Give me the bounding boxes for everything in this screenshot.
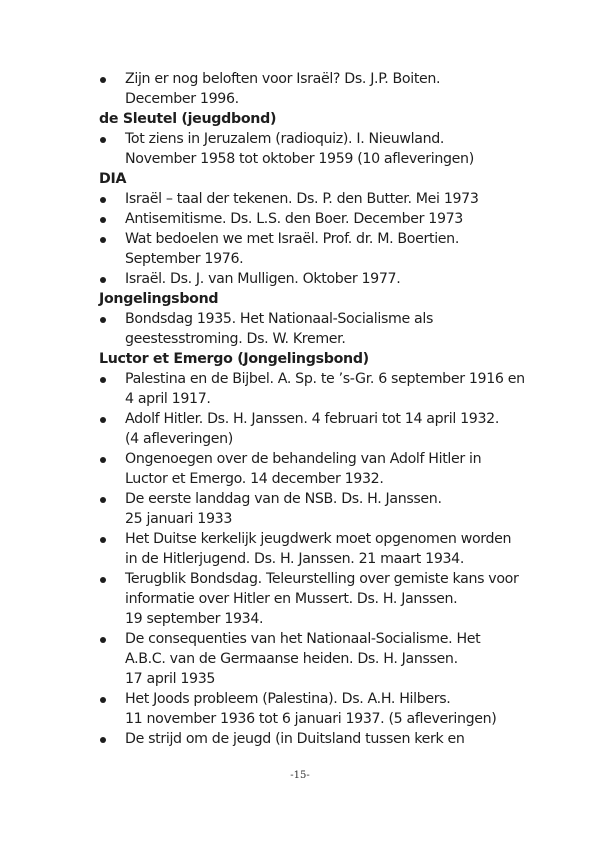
list-item-text: Het Joods probleem (Palestina). Ds. A.H. Hilbers. xyxy=(125,691,451,707)
list-item-text: Palestina en de Bijbel. A. Sp. te ’s-Gr. 6 september 1916 en xyxy=(125,371,525,387)
section-heading: de Sleutel (jeugdbond) xyxy=(99,111,277,127)
list-item-text: Israël. Ds. J. van Mulligen. Oktober 1977. xyxy=(125,271,401,287)
list-item xyxy=(99,729,559,749)
list-item-text: informatie over Hitler en Mussert. Ds. H. Janssen. xyxy=(125,591,458,607)
section-heading: Luctor et Emergo (Jongelingsbond) xyxy=(99,351,369,367)
list-item xyxy=(99,269,559,289)
list-item-text: Wat bedoelen we met Israël. Prof. dr. M. Boertien. xyxy=(125,231,459,247)
list-item xyxy=(99,529,559,569)
list-item-text: Bondsdag 1935. Het Nationaal-Socialisme als xyxy=(125,311,433,327)
list-item-text: Adolf Hitler. Ds. H. Janssen. 4 februari tot 14 april 1932. xyxy=(125,411,499,427)
list-item xyxy=(99,129,559,169)
list-item xyxy=(99,409,559,449)
list-item xyxy=(99,209,559,229)
list-item xyxy=(99,69,559,109)
list-item xyxy=(99,309,559,349)
page-number: -15- xyxy=(290,770,310,781)
list-item-text: De strijd om de jeugd (in Duitsland tussen kerk en xyxy=(125,731,465,747)
list-item-text: Ongenoegen over de behandeling van Adolf Hitler in xyxy=(125,451,482,467)
list-item-text: Antisemitisme. Ds. L.S. den Boer. December 1973 xyxy=(125,211,463,227)
list-item-text: 11 november 1936 tot 6 januari 1937. (5 afleveringen) xyxy=(125,711,497,727)
list-item-text: December 1996. xyxy=(125,91,239,107)
list-item-text: 25 januari 1933 xyxy=(125,511,233,527)
list-item-text: (4 afleveringen) xyxy=(125,431,233,447)
list-item-text: 4 april 1917. xyxy=(125,391,211,407)
list-item xyxy=(99,689,559,729)
list-item xyxy=(99,229,559,269)
list-item xyxy=(99,489,559,529)
list-item-text: A.B.C. van de Germaanse heiden. Ds. H. Janssen. xyxy=(125,651,458,667)
list-item-text: geestesstroming. Ds. W. Kremer. xyxy=(125,331,346,347)
list-item-text: Terugblik Bondsdag. Teleurstelling over gemiste kans voor xyxy=(125,571,519,587)
list-item xyxy=(99,569,559,629)
list-item xyxy=(99,449,559,489)
list-item-text: Israël – taal der tekenen. Ds. P. den Butter. Mei 1973 xyxy=(125,191,479,207)
section-heading: DIA xyxy=(99,171,127,187)
list-item-text: Luctor et Emergo. 14 december 1932. xyxy=(125,471,384,487)
list-item-text: Tot ziens in Jeruzalem (radioquiz). I. Nieuwland. xyxy=(125,131,445,147)
list-item-text: De eerste landdag van de NSB. Ds. H. Janssen. xyxy=(125,491,442,507)
list-item-text: 19 september 1934. xyxy=(125,611,264,627)
list-item-text: November 1958 tot oktober 1959 (10 afleveringen) xyxy=(125,151,474,167)
list-item-text: 17 april 1935 xyxy=(125,671,216,687)
list-item xyxy=(99,629,559,689)
document-page xyxy=(99,69,559,749)
list-item-text: Zijn er nog beloften voor Israël? Ds. J.P. Boiten. xyxy=(125,71,441,87)
list-item xyxy=(99,369,559,409)
list-item xyxy=(99,189,559,209)
list-item-text: in de Hitlerjugend. Ds. H. Janssen. 21 maart 1934. xyxy=(125,551,465,567)
list-item-text: Het Duitse kerkelijk jeugdwerk moet opgenomen worden xyxy=(125,531,512,547)
list-item-text: De consequenties van het Nationaal-Socialisme. Het xyxy=(125,631,481,647)
section-heading: Jongelingsbond xyxy=(99,291,219,307)
list-item-text: September 1976. xyxy=(125,251,244,267)
